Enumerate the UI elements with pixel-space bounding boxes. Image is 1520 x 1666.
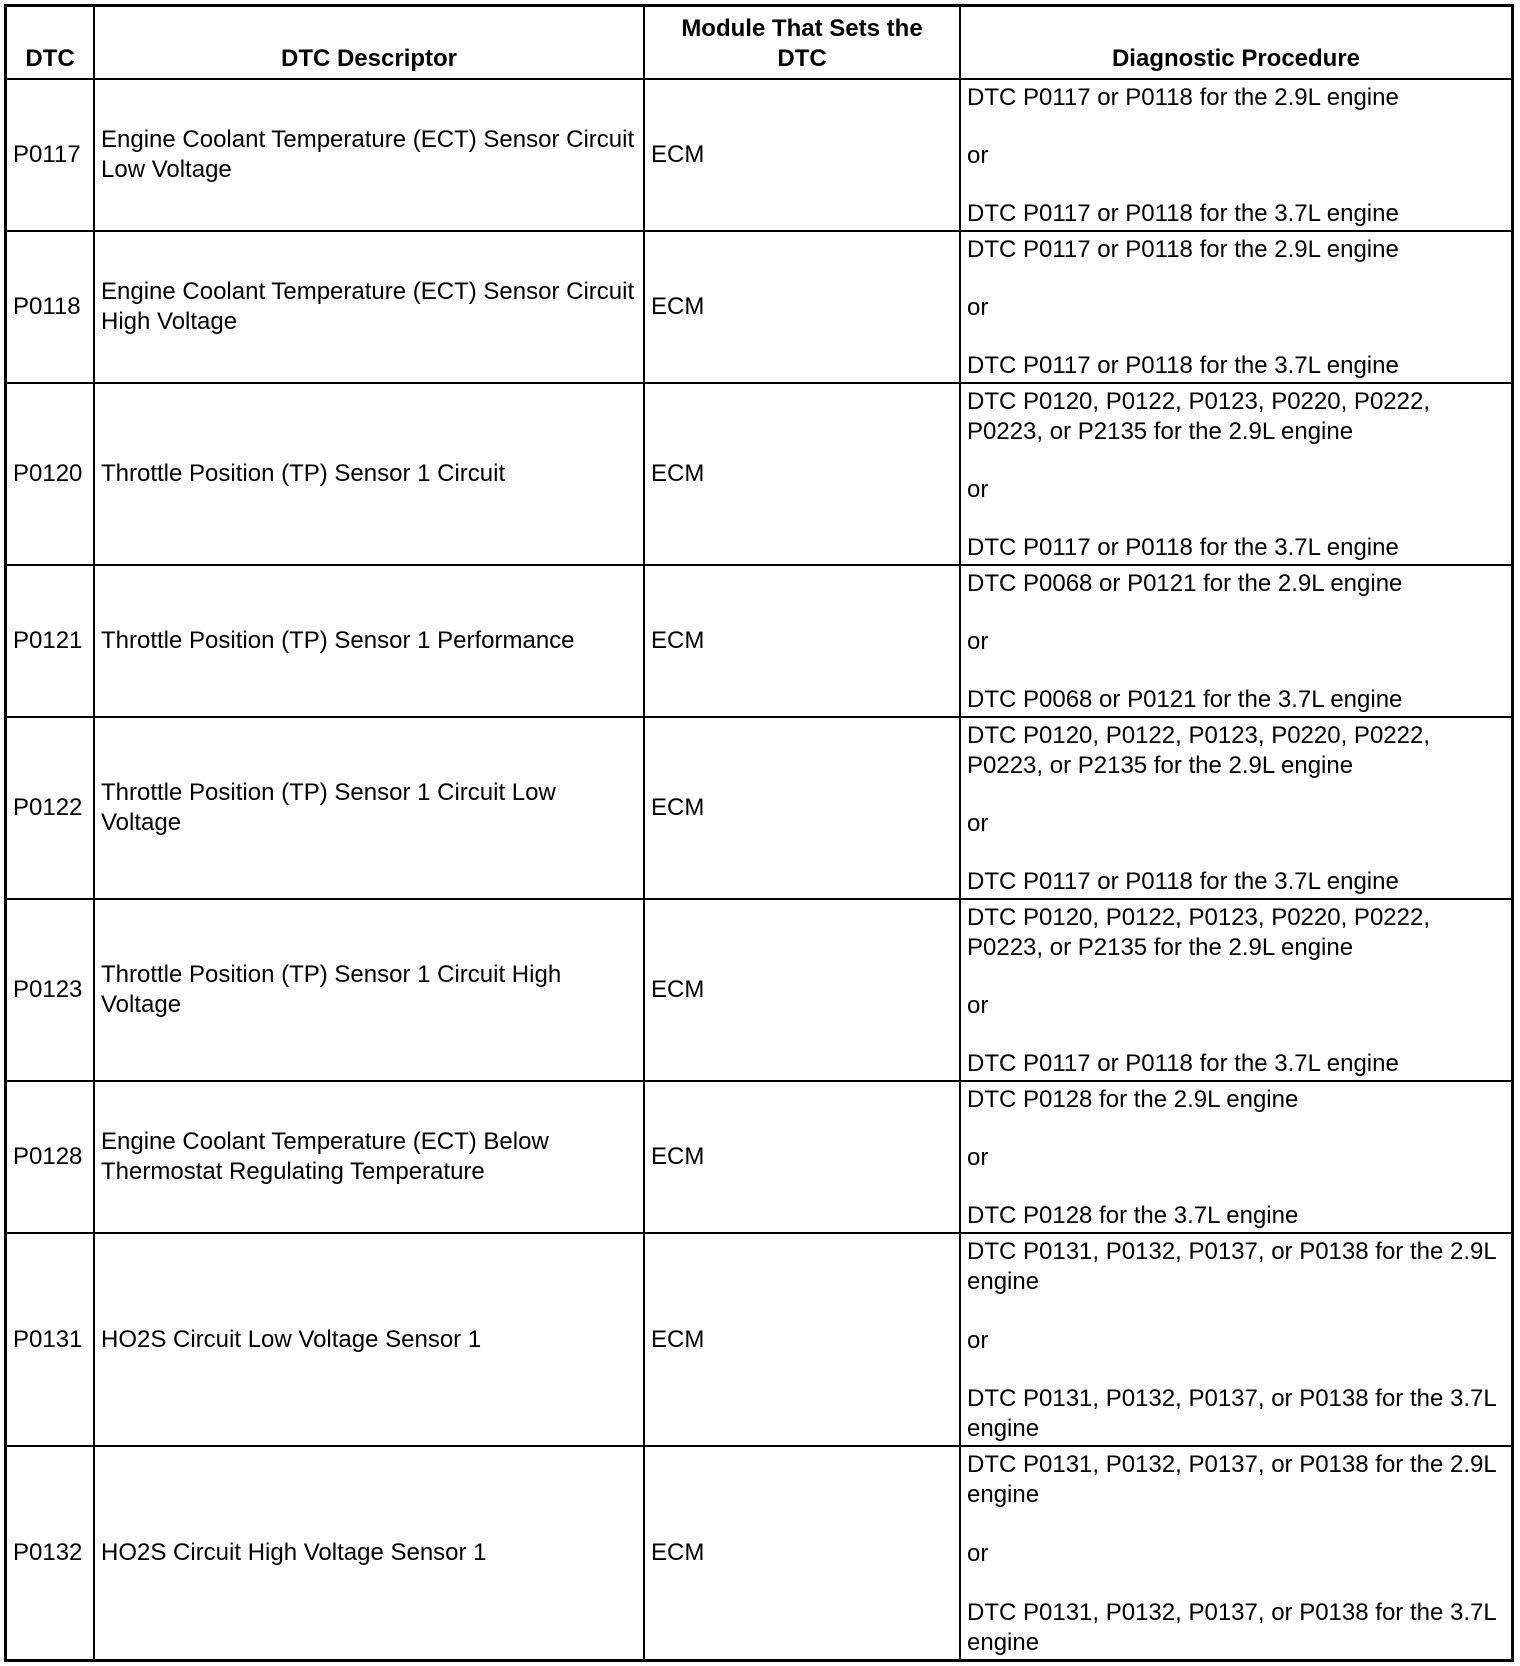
cell-descriptor: Engine Coolant Temperature (ECT) Below Thermostat Regulating Temperature: [95, 1082, 645, 1234]
cell-procedure: [961, 80, 1511, 232]
cell-descriptor: Throttle Position (TP) Sensor 1 Circuit High Voltage: [95, 900, 645, 1082]
cell-descriptor: Engine Coolant Temperature (ECT) Sensor Circuit High Voltage: [95, 232, 645, 384]
cell-procedure: [961, 1234, 1511, 1447]
procedure-line: DTC P0131, P0132, P0137, or P0138 for the 3.7L engine: [967, 1599, 1496, 1656]
cell-dtc: P0132: [7, 1447, 95, 1659]
cell-module: ECM: [645, 718, 961, 900]
procedure-line: DTC P0128 for the 3.7L engine: [967, 1202, 1299, 1229]
procedure-or: or: [967, 294, 989, 321]
procedure-or: or: [967, 1326, 989, 1354]
procedure-line: DTC P0128 for the 2.9L engine: [967, 1086, 1299, 1113]
cell-module: ECM: [645, 1234, 961, 1447]
cell-descriptor: Engine Coolant Temperature (ECT) Sensor Circuit Low Voltage: [95, 80, 645, 232]
procedure-line: DTC P0117 or P0118 for the 2.9L engine: [967, 84, 1399, 111]
cell-module: ECM: [645, 384, 961, 566]
procedure-line: DTC P0117 or P0118 for the 2.9L engine: [967, 236, 1399, 263]
cell-module: ECM: [645, 566, 961, 718]
procedure-line: DTC P0117 or P0118 for the 3.7L engine: [967, 1050, 1399, 1077]
cell-descriptor: Throttle Position (TP) Sensor 1 Circuit: [95, 384, 645, 566]
cell-procedure: [961, 384, 1511, 566]
cell-dtc: P0131: [7, 1234, 95, 1447]
cell-procedure: [961, 718, 1511, 900]
procedure-line: DTC P0131, P0132, P0137, or P0138 for the 2.9L engine: [967, 1451, 1496, 1508]
cell-dtc: P0123: [7, 900, 95, 1082]
cell-module: ECM: [645, 80, 961, 232]
procedure-line: DTC P0120, P0122, P0123, P0220, P0222, P0223, or P2135 for the 2.9L engine: [967, 388, 1430, 445]
header-descriptor: DTC Descriptor: [95, 7, 645, 80]
dtc-table: [4, 4, 1514, 1662]
procedure-line: DTC P0117 or P0118 for the 3.7L engine: [967, 534, 1399, 561]
procedure-line: DTC P0117 or P0118 for the 3.7L engine: [967, 868, 1399, 895]
procedure-or: or: [967, 1540, 989, 1567]
procedure-line: DTC P0131, P0132, P0137, or P0138 for the 2.9L engine: [967, 1238, 1496, 1295]
cell-dtc: P0117: [7, 80, 95, 232]
procedure-line: DTC P0117 or P0118 for the 3.7L engine: [967, 200, 1399, 227]
cell-dtc: P0128: [7, 1082, 95, 1234]
cell-procedure: [961, 232, 1511, 384]
cell-descriptor: Throttle Position (TP) Sensor 1 Circuit Low Voltage: [95, 718, 645, 900]
procedure-or: or: [967, 476, 989, 503]
procedure-line: DTC P0068 or P0121 for the 3.7L engine: [967, 686, 1403, 713]
cell-procedure: [961, 566, 1511, 718]
cell-descriptor: Throttle Position (TP) Sensor 1 Performance: [95, 566, 645, 718]
cell-module: ECM: [645, 1082, 961, 1234]
procedure-line: DTC P0068 or P0121 for the 2.9L engine: [967, 570, 1403, 597]
procedure-or: or: [967, 1144, 989, 1171]
dtc-table-grid: [7, 7, 1511, 1659]
procedure-line: DTC P0131, P0132, P0137, or P0138 for the 3.7L engine: [967, 1385, 1496, 1442]
header-procedure: Diagnostic Procedure: [961, 7, 1511, 80]
cell-module: ECM: [645, 232, 961, 384]
procedure-line: DTC P0117 or P0118 for the 3.7L engine: [967, 352, 1399, 379]
cell-dtc: P0122: [7, 718, 95, 900]
cell-procedure: [961, 900, 1511, 1082]
cell-descriptor: HO2S Circuit High Voltage Sensor 1: [95, 1447, 645, 1659]
cell-module: ECM: [645, 1447, 961, 1659]
procedure-or: or: [967, 992, 989, 1019]
header-dtc: DTC: [7, 7, 95, 80]
procedure-or: or: [967, 810, 989, 837]
cell-descriptor: HO2S Circuit Low Voltage Sensor 1: [95, 1234, 645, 1447]
procedure-or: or: [967, 142, 989, 169]
cell-dtc: P0121: [7, 566, 95, 718]
header-module: Module That Sets the DTC: [645, 7, 961, 80]
procedure-line: DTC P0120, P0122, P0123, P0220, P0222, P0223, or P2135 for the 2.9L engine: [967, 722, 1430, 779]
cell-module: ECM: [645, 900, 961, 1082]
procedure-or: or: [967, 628, 989, 655]
cell-procedure: [961, 1447, 1511, 1659]
cell-dtc: P0120: [7, 384, 95, 566]
cell-dtc: P0118: [7, 232, 95, 384]
cell-procedure: [961, 1082, 1511, 1234]
procedure-line: DTC P0120, P0122, P0123, P0220, P0222, P0223, or P2135 for the 2.9L engine: [967, 904, 1430, 961]
